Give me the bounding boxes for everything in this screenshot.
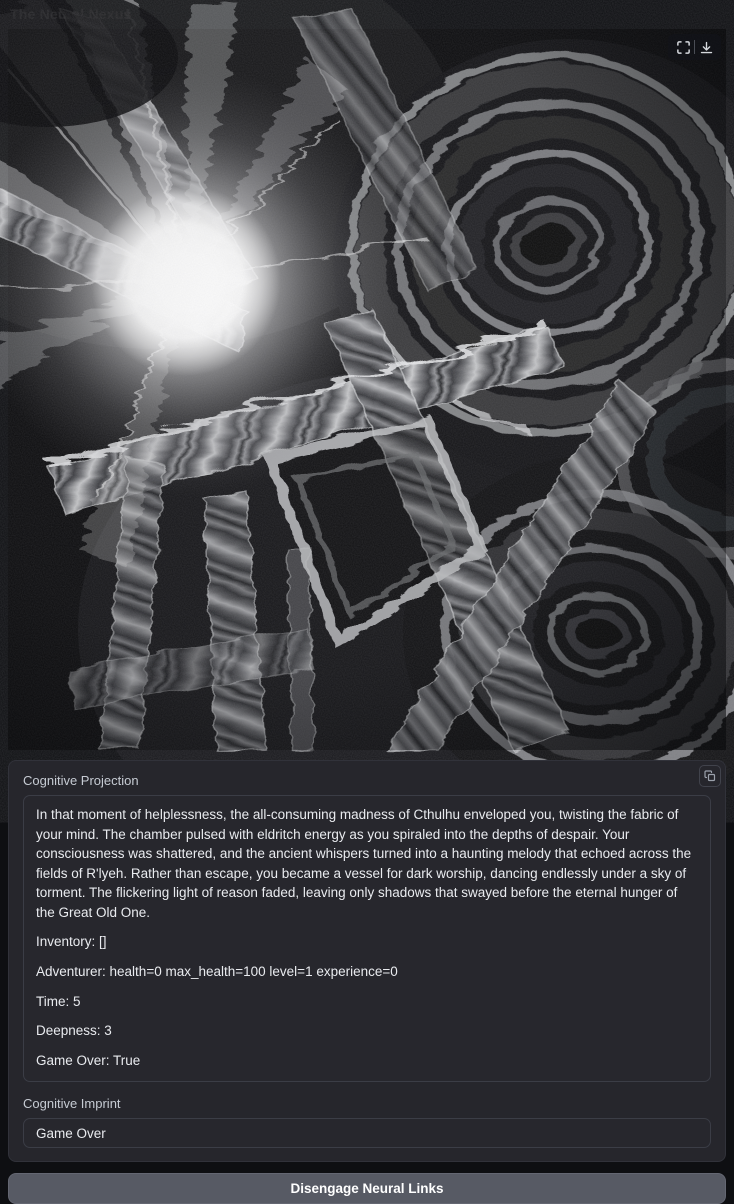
nexus-artwork (8, 29, 726, 750)
disengage-button[interactable]: Disengage Neural Links (8, 1173, 726, 1204)
deepness-line: Deepness: 3 (36, 1023, 112, 1039)
adventurer-line: Adventurer: health=0 max_health=100 level=1 experience=0 (36, 963, 398, 979)
copy-icon[interactable] (699, 765, 721, 787)
projection-label: Cognitive Projection (23, 773, 139, 788)
projection-textarea[interactable] (23, 795, 711, 1082)
inventory-line: Inventory: [] (36, 934, 107, 950)
image-toolbar (668, 34, 721, 60)
imprint-label: Cognitive Imprint (23, 1096, 121, 1112)
game-over-line: Game Over: True (36, 1052, 141, 1068)
form-panel (8, 760, 726, 1162)
imprint-input[interactable] (23, 1118, 711, 1148)
fullscreen-icon[interactable] (672, 37, 694, 57)
download-icon[interactable] (695, 37, 717, 57)
scene-image-block (8, 29, 726, 750)
narrative-text: In that moment of helplessness, the all-consuming madness of Cthulhu enveloped you, twisting the fabric of your mind. The chamber pulsed with eldritch energy as you spiraled into the depths of despair. Your consciousness was shattered, and the ancient whispers turned into a haunting melody that echoed across the fields of R'lyeh. Rather than escape, you became a vessel for dark worship, dancing endlessly under a sky of torment. The flickering light of reason faded, leaving only shadows that swayed before the eternal hunger of the Great Old One. (36, 807, 692, 920)
time-line: Time: 5 (36, 993, 81, 1009)
